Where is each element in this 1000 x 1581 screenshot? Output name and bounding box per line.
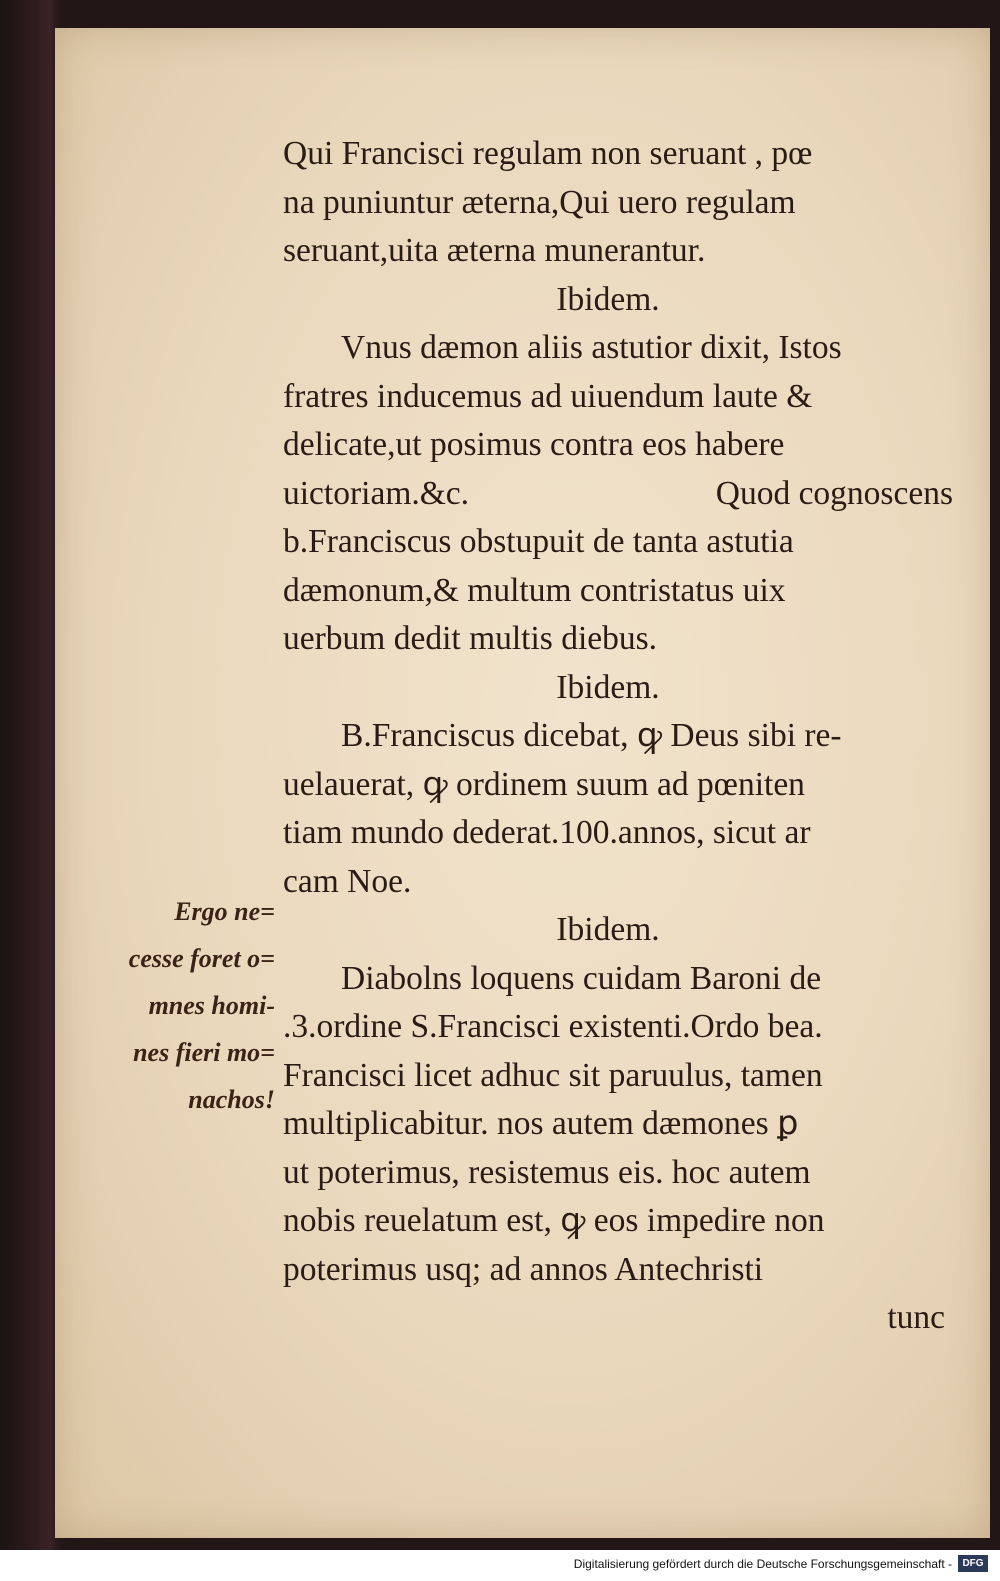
text-line: fratres inducemus ad uiuendum laute & — [283, 377, 813, 415]
marginal-note-line: Ergo ne= — [174, 897, 275, 926]
dfg-logo: DFG — [958, 1555, 988, 1572]
text-line: Qui Francisci regulam non seruant , pœ — [283, 135, 813, 172]
text-line: tiam mundo dederat.100.annos, sicut ar — [283, 814, 811, 851]
marginal-note-line: nes fieri mo= — [133, 1038, 275, 1067]
text-line: b.Franciscus obstupuit de tanta astutia — [283, 523, 794, 560]
text-line: poterimus usq; ad annos Antechristi — [283, 1250, 764, 1288]
text-fragment: uictoriam.&c. — [283, 474, 470, 512]
text-line: cam Noe. — [283, 862, 412, 900]
section-heading: Ibidem. — [556, 911, 660, 948]
text-line: uerbum dedit multis diebus. — [283, 620, 658, 657]
footer-bar — [0, 1550, 1000, 1581]
main-text-block — [283, 130, 973, 1343]
text-line: delicate,ut posimus contra eos habere — [283, 426, 785, 463]
text-line: multiplicabitur. nos autem dæmones ꝑ — [283, 1105, 799, 1142]
text-line: uelauerat, ꝙ ordinem suum ad pœniten — [283, 765, 805, 803]
text-line: nobis reuelatum est, ꝙ eos impedire non — [283, 1202, 825, 1239]
text-line: na puniuntur æterna,Qui uero regulam — [283, 183, 796, 221]
text-line: .3.ordine S.Francisci existenti.Ordo bea. — [283, 1008, 823, 1045]
marginal-note-line: mnes homi- — [148, 991, 275, 1020]
text-line: dæmonum,& multum contristatus uix — [283, 571, 786, 609]
text-line: Francisci licet adhuc sit paruulus, tamen — [283, 1056, 823, 1094]
funding-credit: Digitalisierung gefördert durch die Deutsche Forschungsgemeinschaft - — [573, 1557, 952, 1571]
section-heading: Ibidem. — [556, 280, 660, 318]
text-line-split — [283, 470, 973, 519]
text-line: ut poterimus, resistemus eis. hoc autem — [283, 1153, 811, 1191]
text-line: Vnus dæmon aliis astutior dixit, Istos — [341, 329, 842, 366]
text-line: seruant,uita æterna munerantur. — [283, 232, 706, 269]
section-heading: Ibidem. — [556, 668, 660, 706]
catchword: tunc — [887, 1299, 945, 1336]
marginal-note-line: cesse foret o= — [128, 944, 275, 973]
text-line: Diabolns loquens cuidam Baroni de — [341, 959, 822, 997]
marginal-note — [95, 888, 275, 1123]
marginal-note-line: nachos! — [188, 1085, 275, 1114]
text-line: B.Franciscus dicebat, ꝙ Deus sibi re- — [341, 717, 842, 754]
text-fragment: Quod cognoscens — [715, 474, 953, 512]
